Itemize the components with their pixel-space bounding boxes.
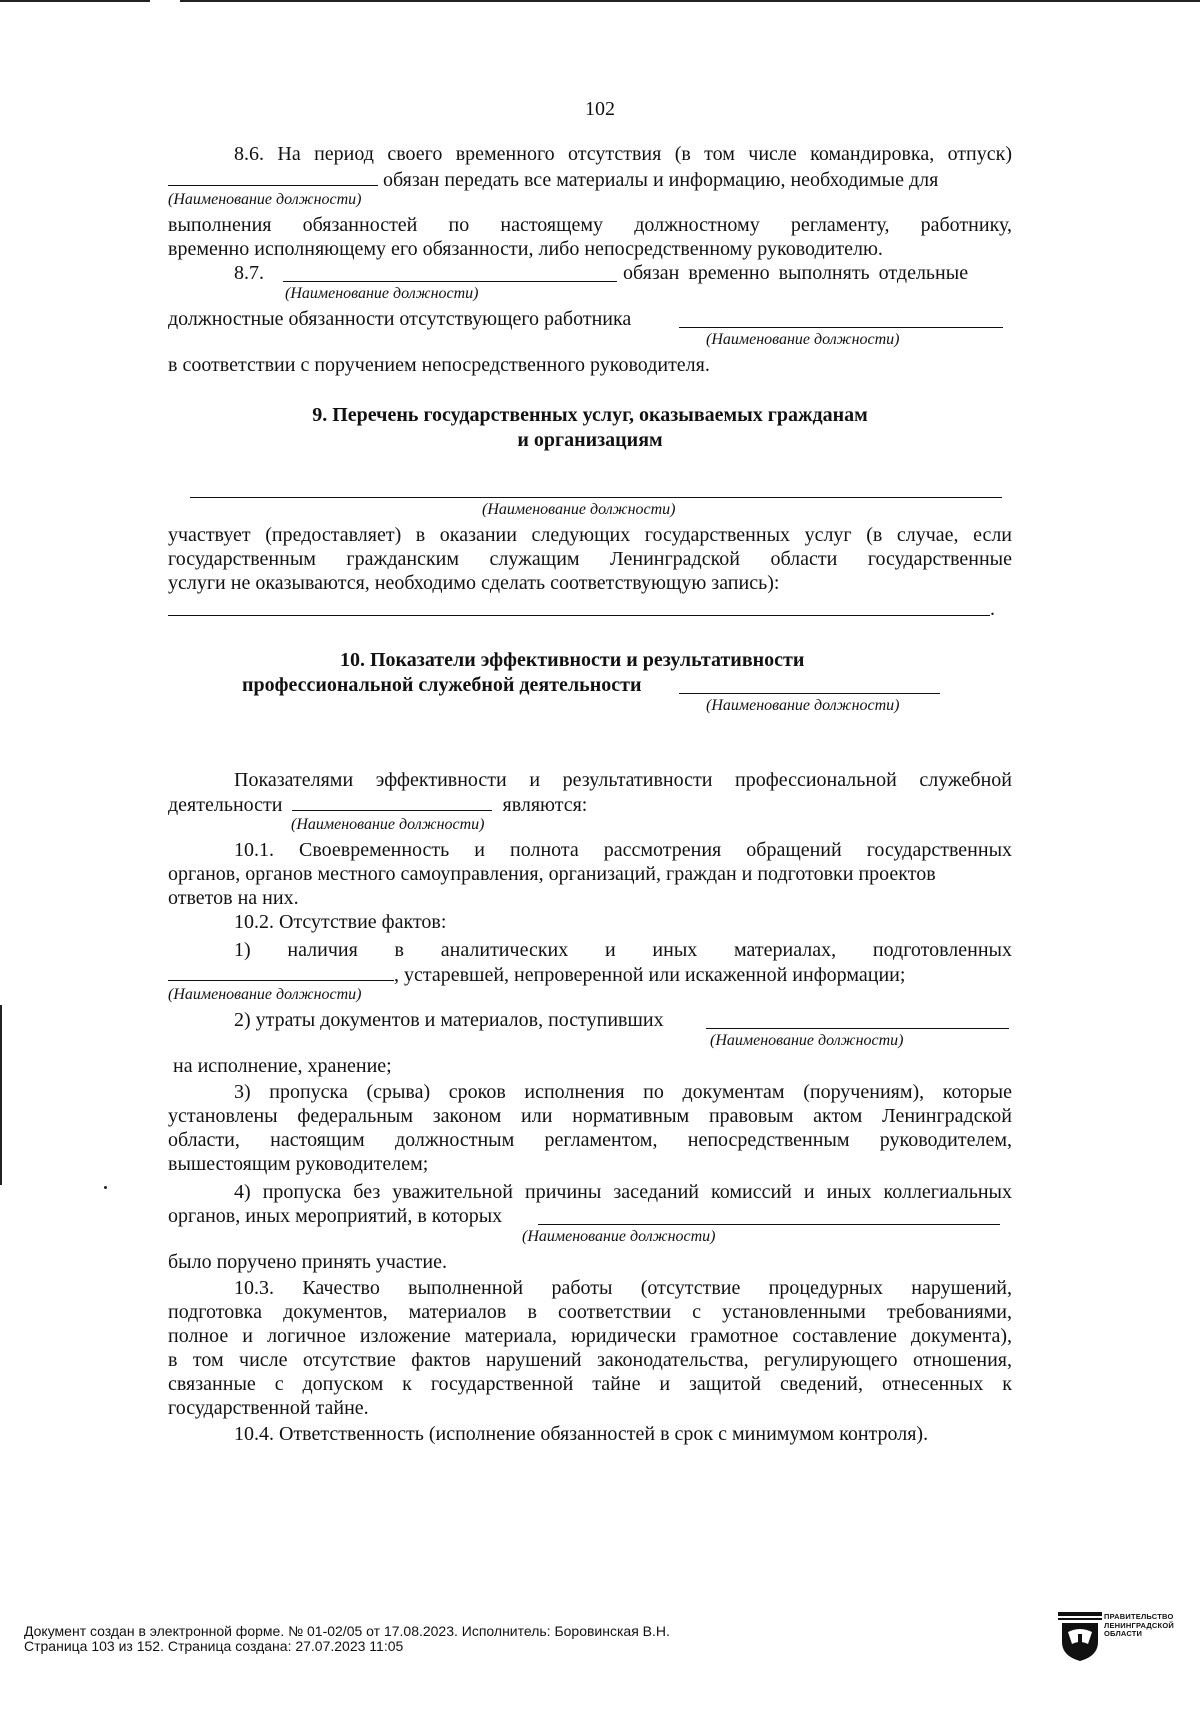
paragraph-8-7-line-1: обязан временно выполнять отдельные <box>623 262 969 284</box>
item-2-line-2: на исполнение, хранение; <box>173 1055 392 1077</box>
section-9-body-line-1: участвует (предоставляет) в оказании следующих государственных услуг (в случае, если <box>168 524 1012 546</box>
section-9-heading-cont: и организациям <box>517 429 663 451</box>
item-4-line-2: органов, иных мероприятий, в которых <box>168 1205 503 1227</box>
footer-page-info: Страница 103 из 152. Страница создана: 27.07.2023 11:05 <box>24 1638 404 1654</box>
scan-top-edge <box>0 0 150 2</box>
item-4-line-3: было поручено принять участие. <box>168 1251 447 1273</box>
scan-margin-mark <box>0 1005 2 1185</box>
position-caption: (Наименование должности) <box>706 697 900 714</box>
section-10-intro-line-1: Показателями эффективности и результативности профессиональной служебной <box>234 769 1012 791</box>
blank-field <box>706 1028 1009 1029</box>
paragraph-8-6-line-2: обязан передать все материалы и информацию, необходимые для <box>168 167 938 192</box>
item-2-line-1: 2) утраты документов и материалов, поступивших <box>234 1009 664 1031</box>
item-3-line-2: установлены федеральным законом или нормативным правовым актом Ленинградской <box>168 1105 1012 1127</box>
paragraph-10-1-line-3: ответов на них. <box>168 887 299 909</box>
paragraph-10-3-line-5: связанные с допуском к государственной тайне и защитой сведений, отнесенных к <box>168 1373 1012 1395</box>
paragraph-8-7-number: 8.7. <box>234 262 264 284</box>
paragraph-10-3-line-4: в том числе отсутствие фактов нарушений законодательства, регулирующего отношения, <box>168 1349 1012 1371</box>
blank-field <box>168 962 394 981</box>
paragraph-10-3-line-1: 10.3. Качество выполненной работы (отсутствие процедурных нарушений, <box>234 1277 1012 1299</box>
paragraph-10-3-line-6: государственной тайне. <box>168 1397 369 1419</box>
section-10-heading-cont: профессиональной служебной деятельности <box>242 674 642 696</box>
blank-field <box>283 281 617 282</box>
paragraph-10-3-line-2: подготовка документов, материалов в соответствии с установленными требованиями, <box>168 1301 1012 1323</box>
position-caption: (Наименование должности) <box>710 1032 904 1049</box>
item-3-line-3: области, настоящим должностным регламентом, непосредственным руководителем, <box>168 1129 1012 1151</box>
paragraph-8-6-line-3: выполнения обязанностей по настоящему должностному регламенту, работнику, <box>168 214 1012 236</box>
position-caption: (Наименование должности) <box>168 191 362 208</box>
section-9-body-line-3: услуги не оказываются, необходимо сделать соответствующую запись): <box>168 572 780 594</box>
page-number: 102 <box>585 98 615 120</box>
blank-field <box>190 497 1002 498</box>
section-9-heading: 9. Перечень государственных услуг, оказываемых гражданам <box>312 404 868 426</box>
paragraph-10-1-line-1: 10.1. Своевременность и полнота рассмотрения обращений государственных <box>234 839 1012 861</box>
paragraph-8-7-line-2: должностные обязанности отсутствующего работника <box>168 308 632 330</box>
position-caption: (Наименование должности) <box>482 501 676 518</box>
position-caption: (Наименование должности) <box>291 816 485 833</box>
position-caption: (Наименование должности) <box>168 986 362 1003</box>
blank-field <box>679 693 940 694</box>
paragraph-10-3-line-3: полное и логичное изложение материала, юридически грамотное составление документа), <box>168 1325 1012 1347</box>
section-9-body-line-2: государственным гражданским служащим Ленинградской области государственные <box>168 548 1012 570</box>
scan-speck <box>104 1186 107 1189</box>
government-logo-text: ПРАВИТЕЛЬСТВО ЛЕНИНГРАДСКОЙ ОБЛАСТИ <box>1104 1612 1174 1638</box>
paragraph-8-7-line-3: в соответствии с поручением непосредственного руководителя. <box>168 354 710 376</box>
blank-field <box>292 792 492 811</box>
scan-top-edge <box>180 0 1200 2</box>
blank-field <box>679 327 1003 328</box>
position-caption: (Наименование должности) <box>706 331 900 348</box>
government-logo <box>1058 1612 1178 1662</box>
section-10-heading: 10. Показатели эффективности и результативности <box>340 649 805 671</box>
item-4-line-1: 4) пропуска без уважительной причины заседаний комиссий и иных коллегиальных <box>234 1181 1012 1203</box>
position-caption: (Наименование должности) <box>285 285 479 302</box>
item-1-line-2: , устаревшей, непроверенной или искаженной информации; <box>168 962 905 987</box>
paragraph-10-2: 10.2. Отсутствие фактов: <box>234 911 447 933</box>
position-caption: (Наименование должности) <box>522 1228 716 1245</box>
footer-document-info: Документ создан в электронной форме. № 01-02/05 от 17.08.2023. Исполнитель: Боровинская В.Н. <box>24 1623 670 1639</box>
blank-field <box>168 615 990 616</box>
paragraph-8-6-line-4: временно исполняющему его обязанности, либо непосредственному руководителю. <box>168 238 883 260</box>
section-10-intro-line-2: деятельности являются: <box>168 794 588 816</box>
blank-field <box>168 167 378 186</box>
paragraph-8-6-line-1: 8.6. На период своего временного отсутствия (в том числе командировка, отпуск) <box>234 143 1012 165</box>
paragraph-10-4: 10.4. Ответственность (исполнение обязанностей в срок с минимумом контроля). <box>234 1423 929 1445</box>
line-end-dot: . <box>990 598 995 620</box>
item-3-line-1: 3) пропуска (срыва) сроков исполнения по документам (поручениям), которые <box>234 1081 1012 1103</box>
paragraph-10-1-line-2: органов, органов местного самоуправления, организаций, граждан и подготовки проектов <box>168 863 936 885</box>
item-1-line-1: 1) наличия в аналитических и иных материалах, подготовленных <box>234 939 1012 961</box>
blank-field <box>538 1224 1000 1225</box>
item-3-line-4: вышестоящим руководителем; <box>168 1153 429 1175</box>
coat-of-arms-icon <box>1058 1612 1102 1662</box>
